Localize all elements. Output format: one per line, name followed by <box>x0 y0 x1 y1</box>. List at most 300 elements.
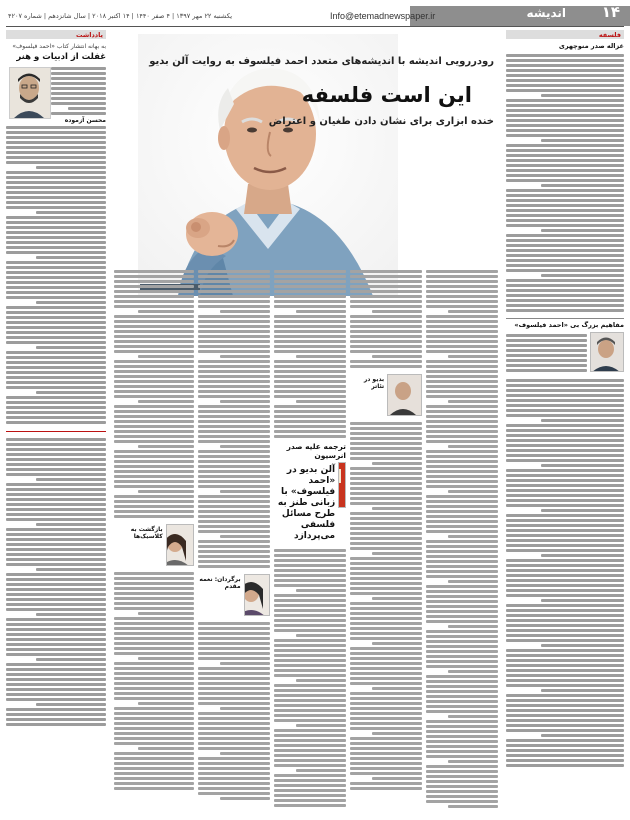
text-line <box>198 380 270 383</box>
text-line <box>506 264 624 267</box>
text-line <box>6 533 106 536</box>
text-line <box>426 345 498 348</box>
text-line <box>198 365 270 368</box>
text-line <box>506 754 624 757</box>
text-line <box>6 276 106 279</box>
right-body-text <box>506 377 624 769</box>
column-text <box>114 570 194 792</box>
text-line <box>350 542 422 545</box>
text-line <box>506 129 624 132</box>
text-line <box>114 687 194 690</box>
text-line <box>426 590 498 593</box>
text-line <box>6 281 106 284</box>
text-line <box>426 295 498 298</box>
text-line <box>198 425 270 428</box>
text-line <box>541 509 624 512</box>
text-line <box>350 747 422 750</box>
text-line <box>372 462 422 465</box>
text-line <box>506 504 624 507</box>
text-line <box>426 270 498 273</box>
text-line <box>6 241 106 244</box>
text-line <box>6 146 106 149</box>
sidebar-body-text <box>6 124 106 426</box>
text-line <box>506 359 587 362</box>
text-line <box>274 699 346 702</box>
text-line <box>198 530 270 533</box>
text-line <box>506 659 624 662</box>
text-line <box>6 633 106 636</box>
text-line <box>274 285 346 288</box>
text-line <box>198 410 270 413</box>
text-line <box>350 447 422 450</box>
text-line <box>198 520 270 523</box>
text-line <box>6 618 106 621</box>
text-line <box>506 604 624 607</box>
text-line <box>506 389 624 392</box>
text-line <box>6 528 106 531</box>
text-line <box>114 455 194 458</box>
text-line <box>114 460 194 463</box>
text-line <box>6 603 106 606</box>
text-line <box>114 692 194 695</box>
text-line <box>506 654 624 657</box>
text-line <box>426 650 498 653</box>
text-line <box>6 708 106 711</box>
text-line <box>426 735 498 738</box>
text-line <box>350 637 422 640</box>
text-line <box>6 648 106 651</box>
text-line <box>274 345 346 348</box>
text-line <box>350 360 422 363</box>
text-line <box>350 330 422 333</box>
text-line <box>426 665 498 668</box>
text-line <box>114 330 194 333</box>
text-line <box>506 634 624 637</box>
text-line <box>426 435 498 438</box>
text-line <box>198 525 270 528</box>
text-line <box>6 286 106 289</box>
text-line <box>506 214 624 217</box>
text-line <box>6 416 106 419</box>
book-cover <box>338 462 346 508</box>
text-line <box>506 219 624 222</box>
text-line <box>6 563 106 566</box>
text-line <box>114 465 194 468</box>
text-line <box>6 683 106 686</box>
text-line <box>506 349 587 352</box>
text-line <box>506 544 624 547</box>
text-line <box>506 369 587 372</box>
text-line <box>448 805 498 808</box>
text-line <box>6 668 106 671</box>
text-line <box>350 512 422 515</box>
text-line <box>6 518 106 521</box>
text-line <box>6 271 106 274</box>
text-line <box>426 575 498 578</box>
text-line <box>274 744 346 747</box>
text-line <box>426 340 498 343</box>
text-line <box>296 724 346 727</box>
text-line <box>198 697 270 700</box>
text-line <box>350 275 422 278</box>
text-line <box>350 682 422 685</box>
text-line <box>114 637 194 640</box>
text-line <box>114 717 194 720</box>
text-line <box>198 440 270 443</box>
text-line <box>114 632 194 635</box>
text-line <box>506 559 624 562</box>
text-line <box>350 692 422 695</box>
text-line <box>274 315 346 318</box>
text-line <box>274 340 346 343</box>
text-line <box>198 732 270 735</box>
text-line <box>114 450 194 453</box>
text-line <box>198 772 270 775</box>
text-line <box>6 216 106 219</box>
text-line <box>6 201 106 204</box>
text-line <box>372 310 422 313</box>
text-line <box>274 619 346 622</box>
text-line <box>426 695 498 698</box>
text-line <box>426 700 498 703</box>
text-line <box>6 396 106 399</box>
text-line <box>114 505 194 508</box>
text-line <box>506 694 624 697</box>
text-line <box>426 440 498 443</box>
text-line <box>350 477 422 480</box>
text-line <box>350 752 422 755</box>
text-line <box>350 582 422 585</box>
text-line <box>114 697 194 700</box>
text-line <box>274 694 346 697</box>
text-line <box>372 687 422 690</box>
text-line <box>6 356 106 359</box>
column-text <box>274 547 346 809</box>
text-line <box>6 573 106 576</box>
text-line <box>372 642 422 645</box>
text-line <box>6 698 106 701</box>
text-line <box>350 557 422 560</box>
sidebar-tag: یادداشت <box>6 30 106 39</box>
text-line <box>114 350 194 353</box>
text-line <box>36 211 106 214</box>
text-line <box>350 652 422 655</box>
text-line <box>506 109 624 112</box>
text-line <box>6 558 106 561</box>
text-line <box>506 679 624 682</box>
header-bar <box>410 6 630 26</box>
text-line <box>506 384 624 387</box>
text-line <box>138 355 194 358</box>
text-line <box>541 94 624 97</box>
text-line <box>426 755 498 758</box>
text-line <box>198 545 270 548</box>
text-line <box>51 92 106 95</box>
text-line <box>6 236 106 239</box>
text-line <box>114 375 194 378</box>
text-line <box>506 444 624 447</box>
text-line <box>198 345 270 348</box>
text-line <box>274 405 346 408</box>
text-line <box>274 574 346 577</box>
sidebar-column <box>6 30 106 814</box>
text-line <box>220 490 270 493</box>
text-line <box>274 325 346 328</box>
text-line <box>6 653 106 656</box>
text-line <box>350 587 422 590</box>
text-line <box>114 485 194 488</box>
text-line <box>506 709 624 712</box>
text-line <box>6 483 106 486</box>
text-line <box>372 777 422 780</box>
text-line <box>51 97 106 100</box>
text-line <box>506 64 624 67</box>
text-line <box>426 570 498 573</box>
text-line <box>198 642 270 645</box>
text-line <box>426 360 498 363</box>
text-line <box>6 543 106 546</box>
text-line <box>274 709 346 712</box>
text-line <box>506 54 624 57</box>
text-line <box>198 687 270 690</box>
text-line <box>350 365 422 368</box>
header-rule <box>6 26 624 27</box>
text-line <box>198 335 270 338</box>
text-line <box>6 463 106 466</box>
text-line <box>541 464 624 467</box>
text-line <box>506 189 624 192</box>
text-line <box>506 244 624 247</box>
text-line <box>274 664 346 667</box>
text-line <box>506 399 624 402</box>
text-line <box>426 370 498 373</box>
text-line <box>114 295 194 298</box>
text-line <box>274 385 346 388</box>
text-line <box>274 350 346 353</box>
right-section-tag <box>506 30 624 39</box>
text-line <box>350 787 422 790</box>
text-line <box>296 355 346 358</box>
text-line <box>6 131 106 134</box>
text-line <box>350 527 422 530</box>
text-line <box>198 555 270 558</box>
text-line <box>350 305 422 308</box>
text-line <box>350 482 422 485</box>
text-line <box>350 472 422 475</box>
text-line <box>506 224 624 227</box>
text-line <box>114 592 194 595</box>
text-line <box>274 764 346 767</box>
text-line <box>274 749 346 752</box>
text-line <box>350 677 422 680</box>
text-line <box>114 782 194 785</box>
text-line <box>198 295 270 298</box>
column-text <box>350 420 422 792</box>
text-line <box>114 500 194 503</box>
text-line <box>506 379 624 382</box>
text-line <box>6 643 106 646</box>
text-line <box>274 559 346 562</box>
text-line <box>506 194 624 197</box>
text-line <box>426 550 498 553</box>
text-line <box>350 497 422 500</box>
text-line <box>426 565 498 568</box>
text-line <box>198 692 270 695</box>
text-line <box>541 599 624 602</box>
text-line <box>114 662 194 665</box>
text-line <box>426 375 498 378</box>
text-line <box>274 270 346 273</box>
text-line <box>274 604 346 607</box>
text-line <box>198 455 270 458</box>
text-line <box>6 693 106 696</box>
text-line <box>506 614 624 617</box>
text-line <box>198 747 270 750</box>
body-column-5 <box>114 268 194 792</box>
text-line <box>36 568 106 571</box>
translator-photo <box>244 574 270 616</box>
sidebar-kicker: به بهانه انتشار کتاب «احمد فیلسوف» <box>12 43 106 50</box>
text-line <box>506 459 624 462</box>
text-line <box>114 345 194 348</box>
email-address[interactable]: Info@etemadnewspaper.ir <box>330 11 436 21</box>
text-line <box>506 449 624 452</box>
text-line <box>198 550 270 553</box>
text-line <box>506 434 624 437</box>
text-line <box>426 405 498 408</box>
main-feature <box>110 30 502 814</box>
text-line <box>198 727 270 730</box>
text-line <box>350 702 422 705</box>
text-line <box>541 184 624 187</box>
text-line <box>274 380 346 383</box>
text-line <box>350 762 422 765</box>
text-line <box>350 742 422 745</box>
sidebar-title: غفلت از ادبیات و هنر <box>16 52 106 62</box>
text-line <box>274 375 346 378</box>
text-line <box>506 594 624 597</box>
text-line <box>541 644 624 647</box>
column-text <box>350 268 422 370</box>
author-portrait <box>9 67 51 119</box>
text-line <box>506 469 624 472</box>
text-line <box>448 535 498 538</box>
sidebar-author: محسن آزموده <box>64 117 106 124</box>
text-line <box>426 530 498 533</box>
text-line <box>506 564 624 567</box>
text-line <box>114 767 194 770</box>
text-line <box>6 548 106 551</box>
text-line <box>138 310 194 313</box>
text-line <box>372 355 422 358</box>
text-line <box>506 549 624 552</box>
text-line <box>138 657 194 660</box>
text-line <box>350 707 422 710</box>
text-line <box>6 376 106 379</box>
text-line <box>506 254 624 257</box>
text-line <box>36 391 106 394</box>
text-line <box>506 729 624 732</box>
text-line <box>506 589 624 592</box>
text-line <box>350 767 422 770</box>
text-line <box>6 628 106 631</box>
text-line <box>350 567 422 570</box>
text-line <box>198 762 270 765</box>
text-line <box>138 400 194 403</box>
text-line <box>6 336 106 339</box>
text-line <box>274 420 346 423</box>
text-line <box>426 630 498 633</box>
text-line <box>350 592 422 595</box>
text-line <box>506 629 624 632</box>
text-line <box>296 589 346 592</box>
text-line <box>448 400 498 403</box>
text-line <box>114 405 194 408</box>
text-line <box>541 554 624 557</box>
text-line <box>51 112 106 115</box>
column-text <box>198 268 270 570</box>
text-line <box>506 424 624 427</box>
text-line <box>198 782 270 785</box>
text-line <box>198 280 270 283</box>
text-line <box>198 672 270 675</box>
text-line <box>198 390 270 393</box>
text-line <box>426 545 498 548</box>
text-line <box>506 519 624 522</box>
text-line <box>114 480 194 483</box>
text-line <box>114 410 194 413</box>
text-line <box>350 315 422 318</box>
text-line <box>274 549 346 552</box>
text-line <box>506 684 624 687</box>
text-line <box>274 330 346 333</box>
text-line <box>114 390 194 393</box>
text-line <box>274 719 346 722</box>
text-line <box>114 365 194 368</box>
byline-badiou-theatre: بدیو در تئاتر <box>363 376 385 390</box>
text-line <box>6 136 106 139</box>
text-line <box>372 597 422 600</box>
text-line <box>506 639 624 642</box>
text-line <box>506 494 624 497</box>
text-line <box>198 465 270 468</box>
text-line <box>350 757 422 760</box>
text-line <box>114 677 194 680</box>
text-line <box>36 346 106 349</box>
text-line <box>114 380 194 383</box>
text-line <box>350 452 422 455</box>
text-line <box>506 744 624 747</box>
text-line <box>114 285 194 288</box>
text-line <box>506 479 624 482</box>
text-line <box>220 662 270 665</box>
text-line <box>296 769 346 772</box>
text-line <box>198 622 270 625</box>
text-line <box>138 612 194 615</box>
text-line <box>506 79 624 82</box>
text-line <box>426 515 498 518</box>
text-line <box>198 647 270 650</box>
text-line <box>198 435 270 438</box>
text-line <box>426 280 498 283</box>
text-line <box>198 722 270 725</box>
text-line <box>506 749 624 752</box>
text-line <box>506 299 624 302</box>
text-line <box>426 330 498 333</box>
text-line <box>6 688 106 691</box>
text-line <box>6 161 106 164</box>
text-line <box>426 385 498 388</box>
